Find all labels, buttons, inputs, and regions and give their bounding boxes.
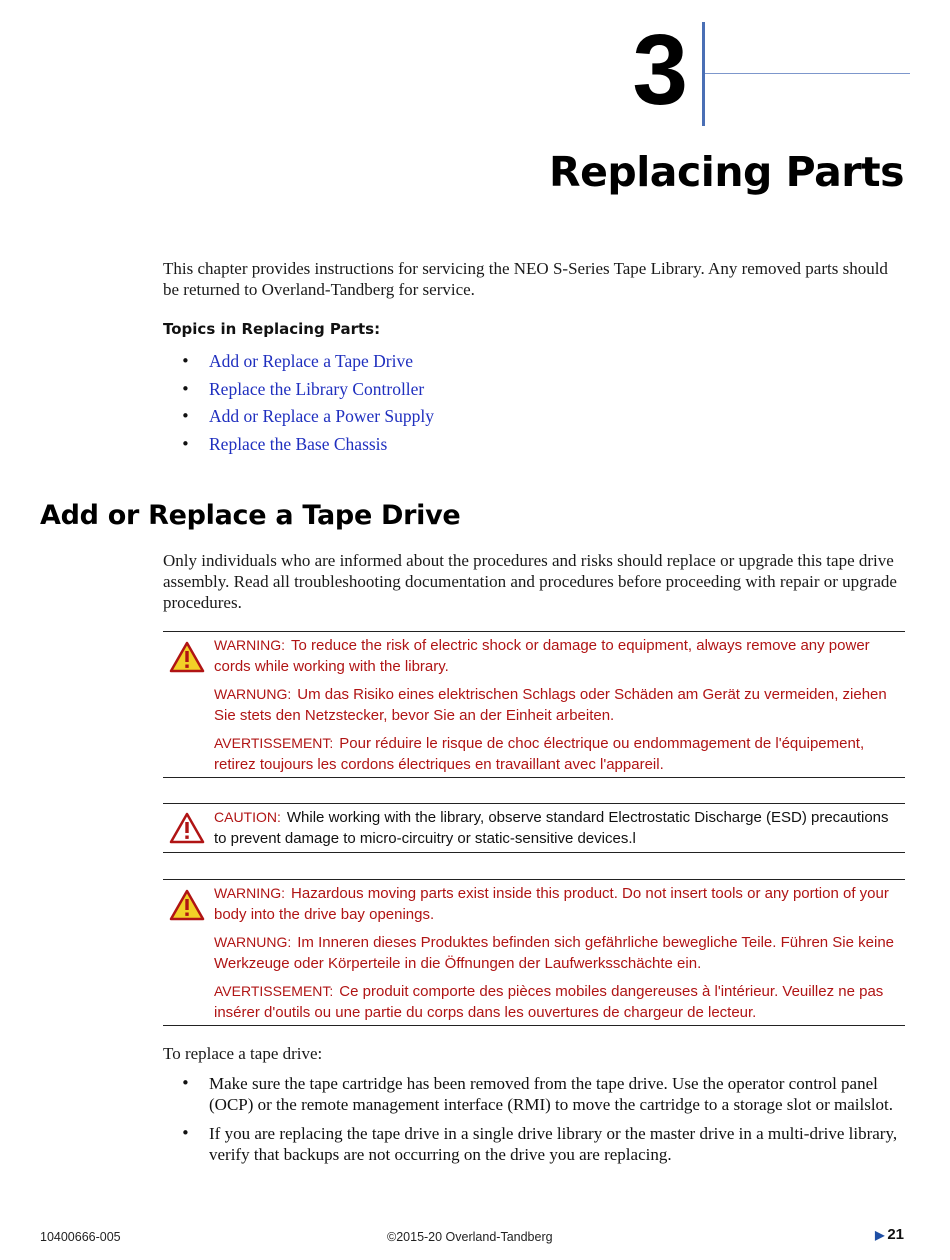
warning-notice-electric-shock <box>163 631 905 778</box>
warning-notice-moving-parts <box>163 879 905 1026</box>
notice-text: Pour réduire le risque de choc électrique ou endommagement de l'équipement, retirez toujours les cordons électriques en travaillant avec l'appareil. <box>214 735 865 773</box>
list-item <box>163 433 908 461</box>
page-number <box>875 1226 904 1243</box>
bullet-icon: • <box>181 379 190 398</box>
topic-link-add-replace-power-supply[interactable]: Add or Replace a Power Supply <box>209 406 435 426</box>
step-text: Make sure the tape cartridge has been removed from the tape drive. Use the operator control panel (OCP) or the remote management interface (RMI) to move the cartridge to a storage slot or mailslot. <box>209 1074 894 1114</box>
procedure-steps <box>163 1073 908 1173</box>
notice-text: Ce produit comporte des pièces mobiles dangereuses à l'intérieur. Veuillez ne pas insérer d'outils ou une partie du corps dans les ouvertures de chargeur de lecteur. <box>214 983 884 1021</box>
topic-link-add-replace-tape-drive[interactable]: Add or Replace a Tape Drive <box>209 351 413 371</box>
notice-label: WARNING: <box>214 637 286 653</box>
bullet-icon: • <box>181 352 190 370</box>
bullet-icon: • <box>181 1124 190 1142</box>
section-intro: Only individuals who are informed about the procedures and risks should replace or upgrade this tape drive assembly. Read all troubleshooting documentation and procedures before proceeding with repair or upgrade procedures. <box>163 551 897 612</box>
notice-text: While working with the library, observe standard Electrostatic Discharge (ESD) precautions to prevent damage to micro-circuitry or static-sensitive devices.l <box>214 809 889 847</box>
warning-triangle-icon <box>169 812 205 844</box>
notice-label: WARNUNG: <box>214 934 292 950</box>
section-heading: Add or Replace a Tape Drive <box>40 500 461 531</box>
chapter-intro: This chapter provides instructions for servicing the NEO S-Series Tape Library. Any removed parts should be returned to Overland-Tandberg for service. <box>163 259 888 299</box>
notice-label: WARNUNG: <box>214 686 292 702</box>
notice-line <box>214 807 905 849</box>
step-text: If you are replacing the tape drive in a single drive library or the master drive in a multi-drive library, verify that backups are not occurring on the drive you are replacing. <box>209 1124 898 1164</box>
list-item <box>163 405 908 433</box>
topics-heading: Topics in Replacing Parts: <box>163 320 381 338</box>
notice-label: CAUTION: <box>214 809 281 825</box>
procedure-intro: To replace a tape drive: <box>163 1044 323 1063</box>
chapter-horizontal-rule <box>705 73 910 74</box>
page-arrow-icon: ▶ <box>875 1228 885 1242</box>
notice-label: AVERTISSEMENT: <box>214 983 334 999</box>
notice-line <box>214 932 905 974</box>
chapter-number: 3 <box>632 14 688 126</box>
page-number-value: 21 <box>887 1226 904 1243</box>
bullet-icon: • <box>181 1074 190 1092</box>
notice-text: Um das Risiko eines elektrischen Schlags oder Schäden am Gerät zu vermeiden, ziehen Sie stets den Netzstecker, bevor Sie an der Einheit arbeiten. <box>214 686 887 724</box>
bullet-icon: • <box>181 407 190 425</box>
chapter-vertical-rule <box>702 22 705 126</box>
caution-notice-esd <box>163 803 905 853</box>
list-item <box>163 350 908 378</box>
chapter-title: Replacing Parts <box>549 148 904 196</box>
warning-triangle-icon <box>169 889 205 921</box>
footer-copyright: ©2015-20 Overland-Tandberg <box>387 1230 553 1244</box>
topic-link-replace-library-controller[interactable]: Replace the Library Controller <box>209 378 425 399</box>
list-item <box>163 1073 908 1115</box>
notice-line <box>214 733 905 775</box>
notice-line <box>214 684 905 726</box>
list-item <box>163 1123 908 1165</box>
notice-label: AVERTISSEMENT: <box>214 735 334 751</box>
notice-line <box>214 883 905 925</box>
list-item <box>163 378 908 406</box>
footer-doc-number: 10400666-005 <box>40 1230 121 1244</box>
notice-line <box>214 635 905 677</box>
notice-text: To reduce the risk of electric shock or damage to equipment, always remove any power cords while working with the library. <box>214 637 870 675</box>
notice-text: Im Inneren dieses Produktes befinden sich gefährliche bewegliche Teile. Führen Sie keine Werkzeuge oder Körperteile in die Öffnungen der Laufwerksschächte ein. <box>214 934 895 972</box>
notice-text: Hazardous moving parts exist inside this product. Do not insert tools or any portion of your body into the drive bay openings. <box>214 885 889 923</box>
topic-link-replace-base-chassis[interactable]: Replace the Base Chassis <box>209 433 388 454</box>
topics-list <box>163 350 908 460</box>
warning-triangle-icon <box>169 641 205 673</box>
notice-label: WARNING: <box>214 885 286 901</box>
notice-line <box>214 981 905 1023</box>
bullet-icon: • <box>181 434 190 453</box>
